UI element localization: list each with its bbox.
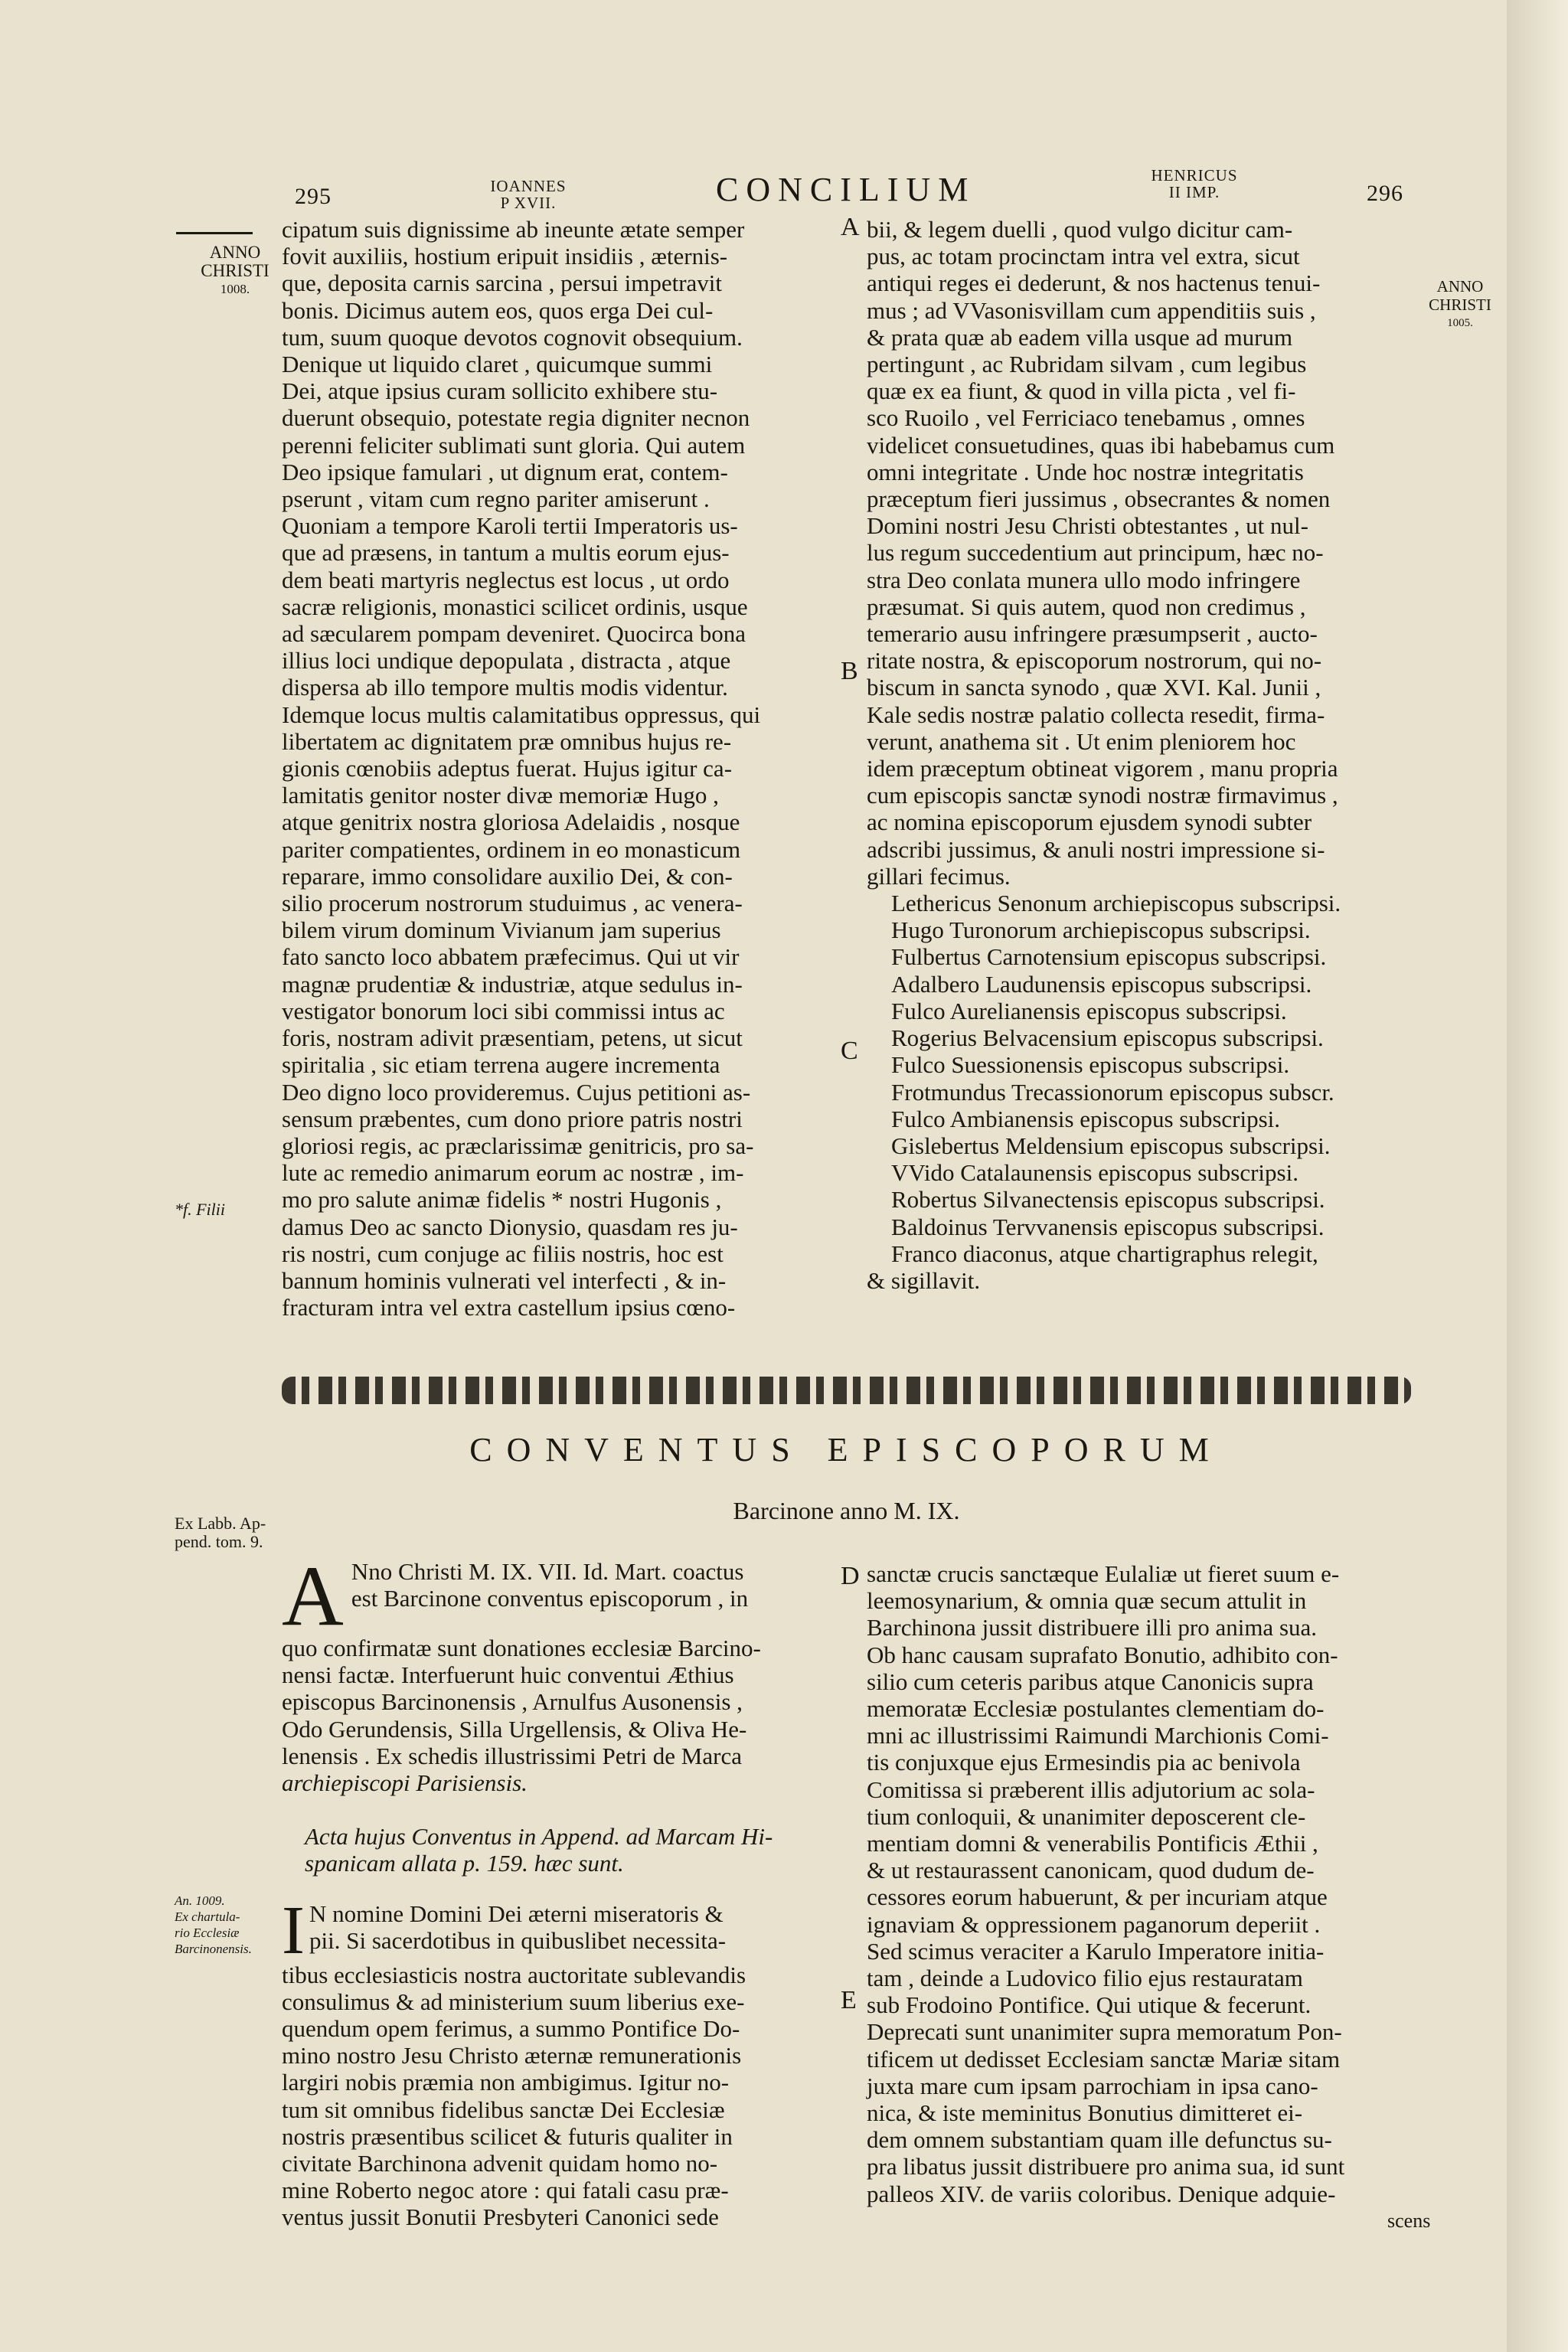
text-line: stra Deo conlata munera ullo modo infringere	[867, 566, 1301, 593]
text-line: Odo Gerundensis, Silla Urgellensis, & Oliva He-	[282, 1715, 747, 1743]
text-line: tificem ut dedisset Ecclesiam sanctæ Mariæ sitam	[867, 2045, 1341, 2073]
text-line: vestigator bonorum loci sibi commissi intus ac	[282, 997, 725, 1024]
text-line: Idemque locus multis calamitatibus oppressus, qui	[282, 701, 761, 728]
text-line: civitate Barchinona advenit quidam homo no-	[282, 2150, 718, 2177]
text-line: tibus ecclesiasticis nostra auctoritate sublevandis	[282, 1961, 746, 1988]
text-line: mino nostro Jesu Christo æternæ remunerationis	[282, 2042, 742, 2069]
margin-note-line: Barcinonensis.	[175, 1942, 252, 1956]
text-line: tis conjuxque ejus Ermesindis pia ac benivola	[867, 1749, 1301, 1776]
drop-cap-a: A	[282, 1549, 344, 1644]
margin-note-line: pend. tom. 9.	[175, 1532, 263, 1551]
text-line: biscum in sancta synodo , quæ XVI. Kal. Junii ,	[867, 674, 1321, 701]
text-line: juxta mare cum ipsam parrochiam in ipsa cano-	[867, 2072, 1318, 2099]
text-line: dem beati martyris neglectus est locus , ut ordo	[282, 566, 730, 593]
margin-christi-line: CHRISTI	[201, 261, 270, 280]
text-line: libertatem ac dignitatem præ omnibus hujus re-	[282, 727, 732, 755]
text-line: tum, suum quoque devotos cognovit obsequium.	[282, 323, 743, 351]
section-subtitle: Barcinone anno M. IX.	[733, 1497, 960, 1524]
text-line: consulimus & ad ministerium suum liberius exe-	[282, 1988, 745, 2015]
section-mark-c: C	[841, 1037, 858, 1065]
right-column-bottom	[867, 1560, 1429, 2234]
subscription-line: VVido Catalaunensis episcopus subscripsi.	[891, 1159, 1298, 1187]
text-line: lamitatis genitor noster divæ memoriæ Hugo ,	[282, 782, 719, 809]
text-line: dispersa ab illo tempore multis modis videntur.	[282, 674, 728, 701]
margin-note-line: Ex Labb. Ap-	[175, 1514, 266, 1533]
text-line: mni ac illustrissimi Raimundi Marchionis Comi-	[867, 1722, 1329, 1749]
text-line: gloriosi regis, ac præclarissimæ genitricis, pro sa-	[282, 1132, 754, 1159]
text-line: tam , deinde a Ludovico filio ejus restauratam	[867, 1965, 1303, 1992]
charter-paragraph	[282, 1892, 844, 2231]
text-line: sanctæ crucis sanctæque Eulaliæ ut fieret suum e-	[867, 1560, 1340, 1587]
text-line: pii. Si sacerdotibus in quibuslibet necessita-	[309, 1926, 727, 1954]
text-line: & ut restaurassent canonicam, quod dudum de-	[867, 1857, 1315, 1884]
running-head-emperor	[1133, 167, 1256, 201]
section-mark-a: A	[841, 213, 860, 241]
margin-note-line: rio Ecclesiæ	[175, 1926, 240, 1940]
text-line: sco Ruoilo , vel Ferriciaco tenebamus , omnes	[867, 404, 1305, 432]
text-line: reparare, immo consolidare auxilio Dei, & con-	[282, 862, 733, 890]
text-line: illius loci undique depopulata , distracta , atque	[282, 647, 731, 675]
text-line: sacræ religionis, monastici scilicet ordinis, usque	[282, 593, 748, 620]
text-line: & prata quæ ab eadem villa usque ad murum	[867, 323, 1293, 351]
margin-year-line: 1008.	[220, 282, 250, 296]
text-line: videlicet consuetudines, quas ibi habebamus cum	[867, 431, 1335, 459]
drop-cap-i: I	[282, 1892, 305, 1968]
margin-note-line: An. 1009.	[175, 1893, 225, 1908]
text-line: atque genitrix nostra gloriosa Adelaidis , nosque	[282, 808, 740, 836]
text-line: quo confirmatæ sunt donationes ecclesiæ Barcino-	[282, 1635, 761, 1661]
right-column-top	[867, 216, 1429, 1294]
running-head-emperor-number: II IMP.	[1168, 183, 1220, 201]
left-column-top	[282, 216, 844, 1321]
subscription-line: Adalbero Laudunensis episcopus subscripsi.	[891, 970, 1312, 998]
catchword: scens	[1387, 2209, 1431, 2232]
decorative-ornament-band	[282, 1377, 1411, 1404]
subscription-line: Fulbertus Carnotensium episcopus subscripsi.	[891, 943, 1327, 971]
subscription-line: Robertus Silvanectensis episcopus subscripsi.	[891, 1186, 1325, 1214]
text-line: Deo digno loco provideremus. Cujus petitioni as-	[282, 1078, 751, 1106]
margin-note-ex-labbe	[175, 1514, 266, 1551]
text-line: nostris præsentibus scilicet & futuris qualiter in	[282, 2122, 733, 2150]
subscription-line: Fulco Ambianensis episcopus subscripsi.	[891, 1105, 1281, 1132]
text-line: mo pro salute animæ fidelis * nostri Hugonis ,	[282, 1186, 722, 1214]
text-line: leemosynarium, & omnia quæ secum attulit in	[867, 1587, 1307, 1615]
text-line: cipatum suis dignissime ab ineunte ætate semper	[282, 216, 745, 243]
subscription-line: Fulco Aurelianensis episcopus subscripsi.	[891, 997, 1287, 1024]
section-mark-b: B	[841, 657, 858, 685]
text-line: tum sit omnibus fidelibus sanctæ Dei Ecclesiæ	[282, 2096, 725, 2123]
text-line: fovit auxiliis, hostium eripuit insidiis , æternis-	[282, 243, 728, 270]
text-line: palleos XIV. de variis coloribus. Denique adquie-	[867, 2180, 1336, 2207]
text-line: nensi factæ. Interfuerunt huic conventui Æthius	[282, 1661, 734, 1689]
text-line: dem omnem substantiam quam ille defunctus su-	[867, 2126, 1332, 2154]
text-line: mus ; ad VVasonisvillam cum appenditiis suis ,	[867, 296, 1316, 324]
text-line: adscribi jussimus, & anuli nostri impressione si-	[867, 835, 1325, 863]
text-line: Deo ipsique famulari , ut dignum erat, contem-	[282, 458, 728, 485]
text-line: Dei, atque ipsius curam sollicito exhibere stu-	[282, 377, 718, 405]
margin-year-line: 1005.	[1447, 317, 1473, 329]
text-line: ris nostri, cum conjuge ac filiis nostris, hoc est	[282, 1240, 724, 1267]
text-line: largiri nobis præmia non ambigimus. Igitur no-	[282, 2069, 730, 2096]
text-line: quæ ex ea fiunt, & quod in villa picta , vel fi-	[867, 377, 1296, 405]
text-line: omni integritate . Unde hoc nostræ integritatis	[867, 458, 1304, 485]
section-title: CONVENTUS EPISCOPORUM	[469, 1431, 1223, 1468]
text-line: spiritalia , sic etiam terrena augere incrementa	[282, 1051, 720, 1079]
text-line: pertingunt , ac Rubridam silvam , cum legibus	[867, 351, 1307, 378]
margin-anno-christi-right	[1426, 277, 1494, 332]
next-page-edge	[1507, 0, 1568, 2352]
text-line: duerunt obsequio, potestate regia digniter necnon	[282, 404, 750, 432]
text-line: ad sæcularem pompam deveniret. Quocirca bona	[282, 620, 746, 648]
subscription-line: Rogerius Belvacensium episcopus subscripsi.	[891, 1024, 1324, 1052]
subscription-line: Baldoinus Tervvanensis episcopus subscripsi.	[891, 1213, 1325, 1240]
text-line: episcopus Barcinonensis , Arnulfus Ausonensis ,	[282, 1688, 743, 1716]
text-line: que, deposita carnis sarcina , persui impetravit	[282, 270, 723, 297]
running-head-pope-number: P XVII.	[500, 194, 557, 212]
subscription-line: Lethericus Senonum archiepiscopus subscripsi.	[891, 890, 1341, 917]
text-line: temerario ausu infringere præsumpserit , aucto-	[867, 620, 1318, 648]
text-line: ritate nostra, & episcoporum nostrorum, qui no-	[867, 647, 1322, 675]
text-line: mine Roberto negoc atore : qui fatali casu præ-	[282, 2177, 729, 2204]
text-line: Quoniam a tempore Karoli tertii Imperatoris us-	[282, 512, 738, 540]
text-line: lus regum succedentium aut principum, hæc no-	[867, 539, 1324, 567]
running-head-emperor-name: HENRICUS	[1151, 166, 1238, 185]
text-line: cessores eorum habuerunt, & per incuriam atque	[867, 1883, 1328, 1911]
margin-anno-line: ANNO	[1436, 277, 1484, 296]
text-line: præceptum fieri jussimus , obsecrantes & nomen	[867, 485, 1331, 513]
text-line: Deprecati sunt unanimiter supra memoratum Pon-	[867, 2018, 1342, 2046]
margin-anno-christi-left	[201, 243, 270, 299]
text-line: sub Frodoino Pontifice. Qui utique & fecerunt.	[867, 1991, 1312, 2019]
subscription-line: Franco diaconus, atque chartigraphus relegit,	[891, 1240, 1318, 1267]
text-line: lenensis . Ex schedis illustrissimi Petri de Marca	[282, 1742, 742, 1769]
text-line: silio procerum nostrorum studuimus , ac venera-	[282, 890, 743, 917]
subscription-list	[867, 890, 1429, 1267]
text-line: spanicam allata p. 159. hæc sunt.	[305, 1850, 624, 1877]
text-line: archiepiscopi Parisiensis.	[282, 1769, 528, 1797]
text-line: Ob hanc causam suprafato Bonutio, adhibito con-	[867, 1641, 1338, 1668]
text-line: foris, nostram adivit præsentiam, petens, ut sicut	[282, 1024, 743, 1052]
margin-note-an-1009	[175, 1893, 252, 1957]
text-line: nica, & iste meminitus Bonutius dimitteret ei-	[867, 2099, 1303, 2127]
text-line: memoratæ Ecclesiæ postulantes clementiam do-	[867, 1695, 1325, 1723]
running-head-pope-name: IOANNES	[490, 177, 567, 195]
text-line: quendum opem ferimus, a summo Pontifice Do-	[282, 2015, 740, 2043]
text-line: antiqui reges ei dederunt, & nos hactenus tenui-	[867, 270, 1321, 297]
text-line: tium conloquii, & unanimiter deposcerent cle-	[867, 1802, 1306, 1830]
text-line: Sed scimus veraciter a Karulo Imperatore initia-	[867, 1937, 1325, 1965]
left-column-bottom	[282, 1549, 844, 2231]
text-line: Comitissa si præberent illis adjutorium ac sola-	[867, 1775, 1315, 1803]
text-line: verunt, anathema sit . Ut enim pleniorem hoc	[867, 727, 1296, 755]
text-line: Kale sedis nostræ palatio collecta resedit, firma-	[867, 701, 1325, 728]
text-line: pserunt , vitam cum regno pariter amiserunt .	[282, 485, 710, 513]
text-line: ac nomina episcoporum ejusdem synodi subter	[867, 808, 1312, 836]
subscription-line: Gislebertus Meldensium episcopus subscripsi.	[891, 1132, 1331, 1159]
text-line: gillari fecimus.	[867, 862, 1011, 890]
text-line: pra libatus jussit distribuere pro anima sua, id sunt	[867, 2153, 1345, 2180]
page-number-left: 295	[295, 184, 332, 209]
subscription-line: & sigillavit.	[867, 1266, 981, 1294]
section-mark-e: E	[841, 1986, 857, 2014]
text-line: præsumat. Si quis autem, quod non credimus ,	[867, 593, 1306, 620]
text-line: ventus jussit Bonutii Presbyteri Canonici sede	[282, 2203, 719, 2231]
section-mark-d: D	[841, 1562, 860, 1590]
text-line: que ad præsens, in tantum a multis eorum ejus-	[282, 539, 730, 567]
subscription-line: Fulco Suessionensis episcopus subscripsi.	[891, 1051, 1290, 1079]
margin-anno-line: ANNO	[209, 243, 261, 262]
margin-note-line: Ex chartula-	[175, 1909, 240, 1924]
text-line: bii, & legem duelli , quod vulgo dicitur cam-	[867, 216, 1293, 243]
text-line: cum episcopis sanctæ synodi nostræ firmavimus ,	[867, 782, 1338, 809]
text-line: bilem virum dominum Vivianum jam superius	[282, 916, 721, 944]
text-line: fato sancto loco abbatem præfecimus. Qui ut vir	[282, 943, 740, 971]
page-title: CONCILIUM	[716, 171, 976, 208]
text-line: damus Deo ac sancto Dionysio, quasdam res ju-	[282, 1213, 738, 1240]
margin-christi-line: CHRISTI	[1429, 296, 1491, 314]
text-line: bonis. Dicimus autem eos, quos erga Dei cul-	[282, 296, 714, 324]
text-line: Barchinona jussit distribuere illi pro anima sua.	[867, 1614, 1318, 1642]
text-line: lute ac remedio animarum eorum ac nostræ , im-	[282, 1159, 744, 1187]
margin-note-filii: *f. Filii	[175, 1200, 225, 1219]
header-rule	[176, 232, 253, 234]
text-line: idem præceptum obtineat vigorem , manu propria	[867, 755, 1338, 782]
text-line: mentiam domni & venerabilis Pontificis Æthii ,	[867, 1830, 1318, 1857]
text-line: gionis cœnobiis adeptus fuerat. Hujus igitur ca-	[282, 755, 733, 782]
text-line: N nomine Domini Dei æterni miseratoris &	[309, 1900, 724, 1927]
running-head-pope	[475, 178, 582, 211]
text-line: Domini nostri Jesu Christi obtestantes , ut nul-	[867, 512, 1308, 540]
text-line: silio cum ceteris paribus atque Canonicis supra	[867, 1668, 1314, 1695]
text-line: Acta hujus Conventus in Append. ad Marcam Hi-	[305, 1823, 773, 1851]
text-line: pariter compatientes, ordinem in eo monasticum	[282, 835, 741, 863]
text-line: fracturam intra vel extra castellum ipsius cœno-	[282, 1294, 736, 1321]
text-line: sensum præbentes, cum dono priore patris nostri	[282, 1105, 743, 1132]
subscription-line: Hugo Turonorum archiepiscopus subscripsi.	[891, 916, 1311, 944]
text-line: est Barcinone conventus episcoporum , in	[351, 1585, 749, 1612]
subscription-line: Frotmundus Trecassionorum episcopus subscr.	[891, 1078, 1334, 1106]
text-line: magnæ prudentiæ & industriæ, atque sedulus in-	[282, 970, 743, 998]
text-line: ignaviam & oppressionem paganorum deperiit .	[867, 1910, 1321, 1938]
text-line: Denique ut liquido claret , quicumque summi	[282, 351, 713, 378]
text-line: Nno Christi M. IX. VII. Id. Mart. coactus	[351, 1558, 744, 1585]
text-line: perenni feliciter sublimati sunt gloria. Qui autem	[282, 431, 746, 459]
page-number-right: 296	[1367, 181, 1403, 206]
text-line: bannum hominis vulnerati vel interfecti , & in-	[282, 1266, 727, 1294]
intro-paragraph	[282, 1549, 844, 1797]
text-line: pus, ac totam procinctam intra vel extra, sicut	[867, 243, 1300, 270]
acta-note	[282, 1823, 844, 1877]
